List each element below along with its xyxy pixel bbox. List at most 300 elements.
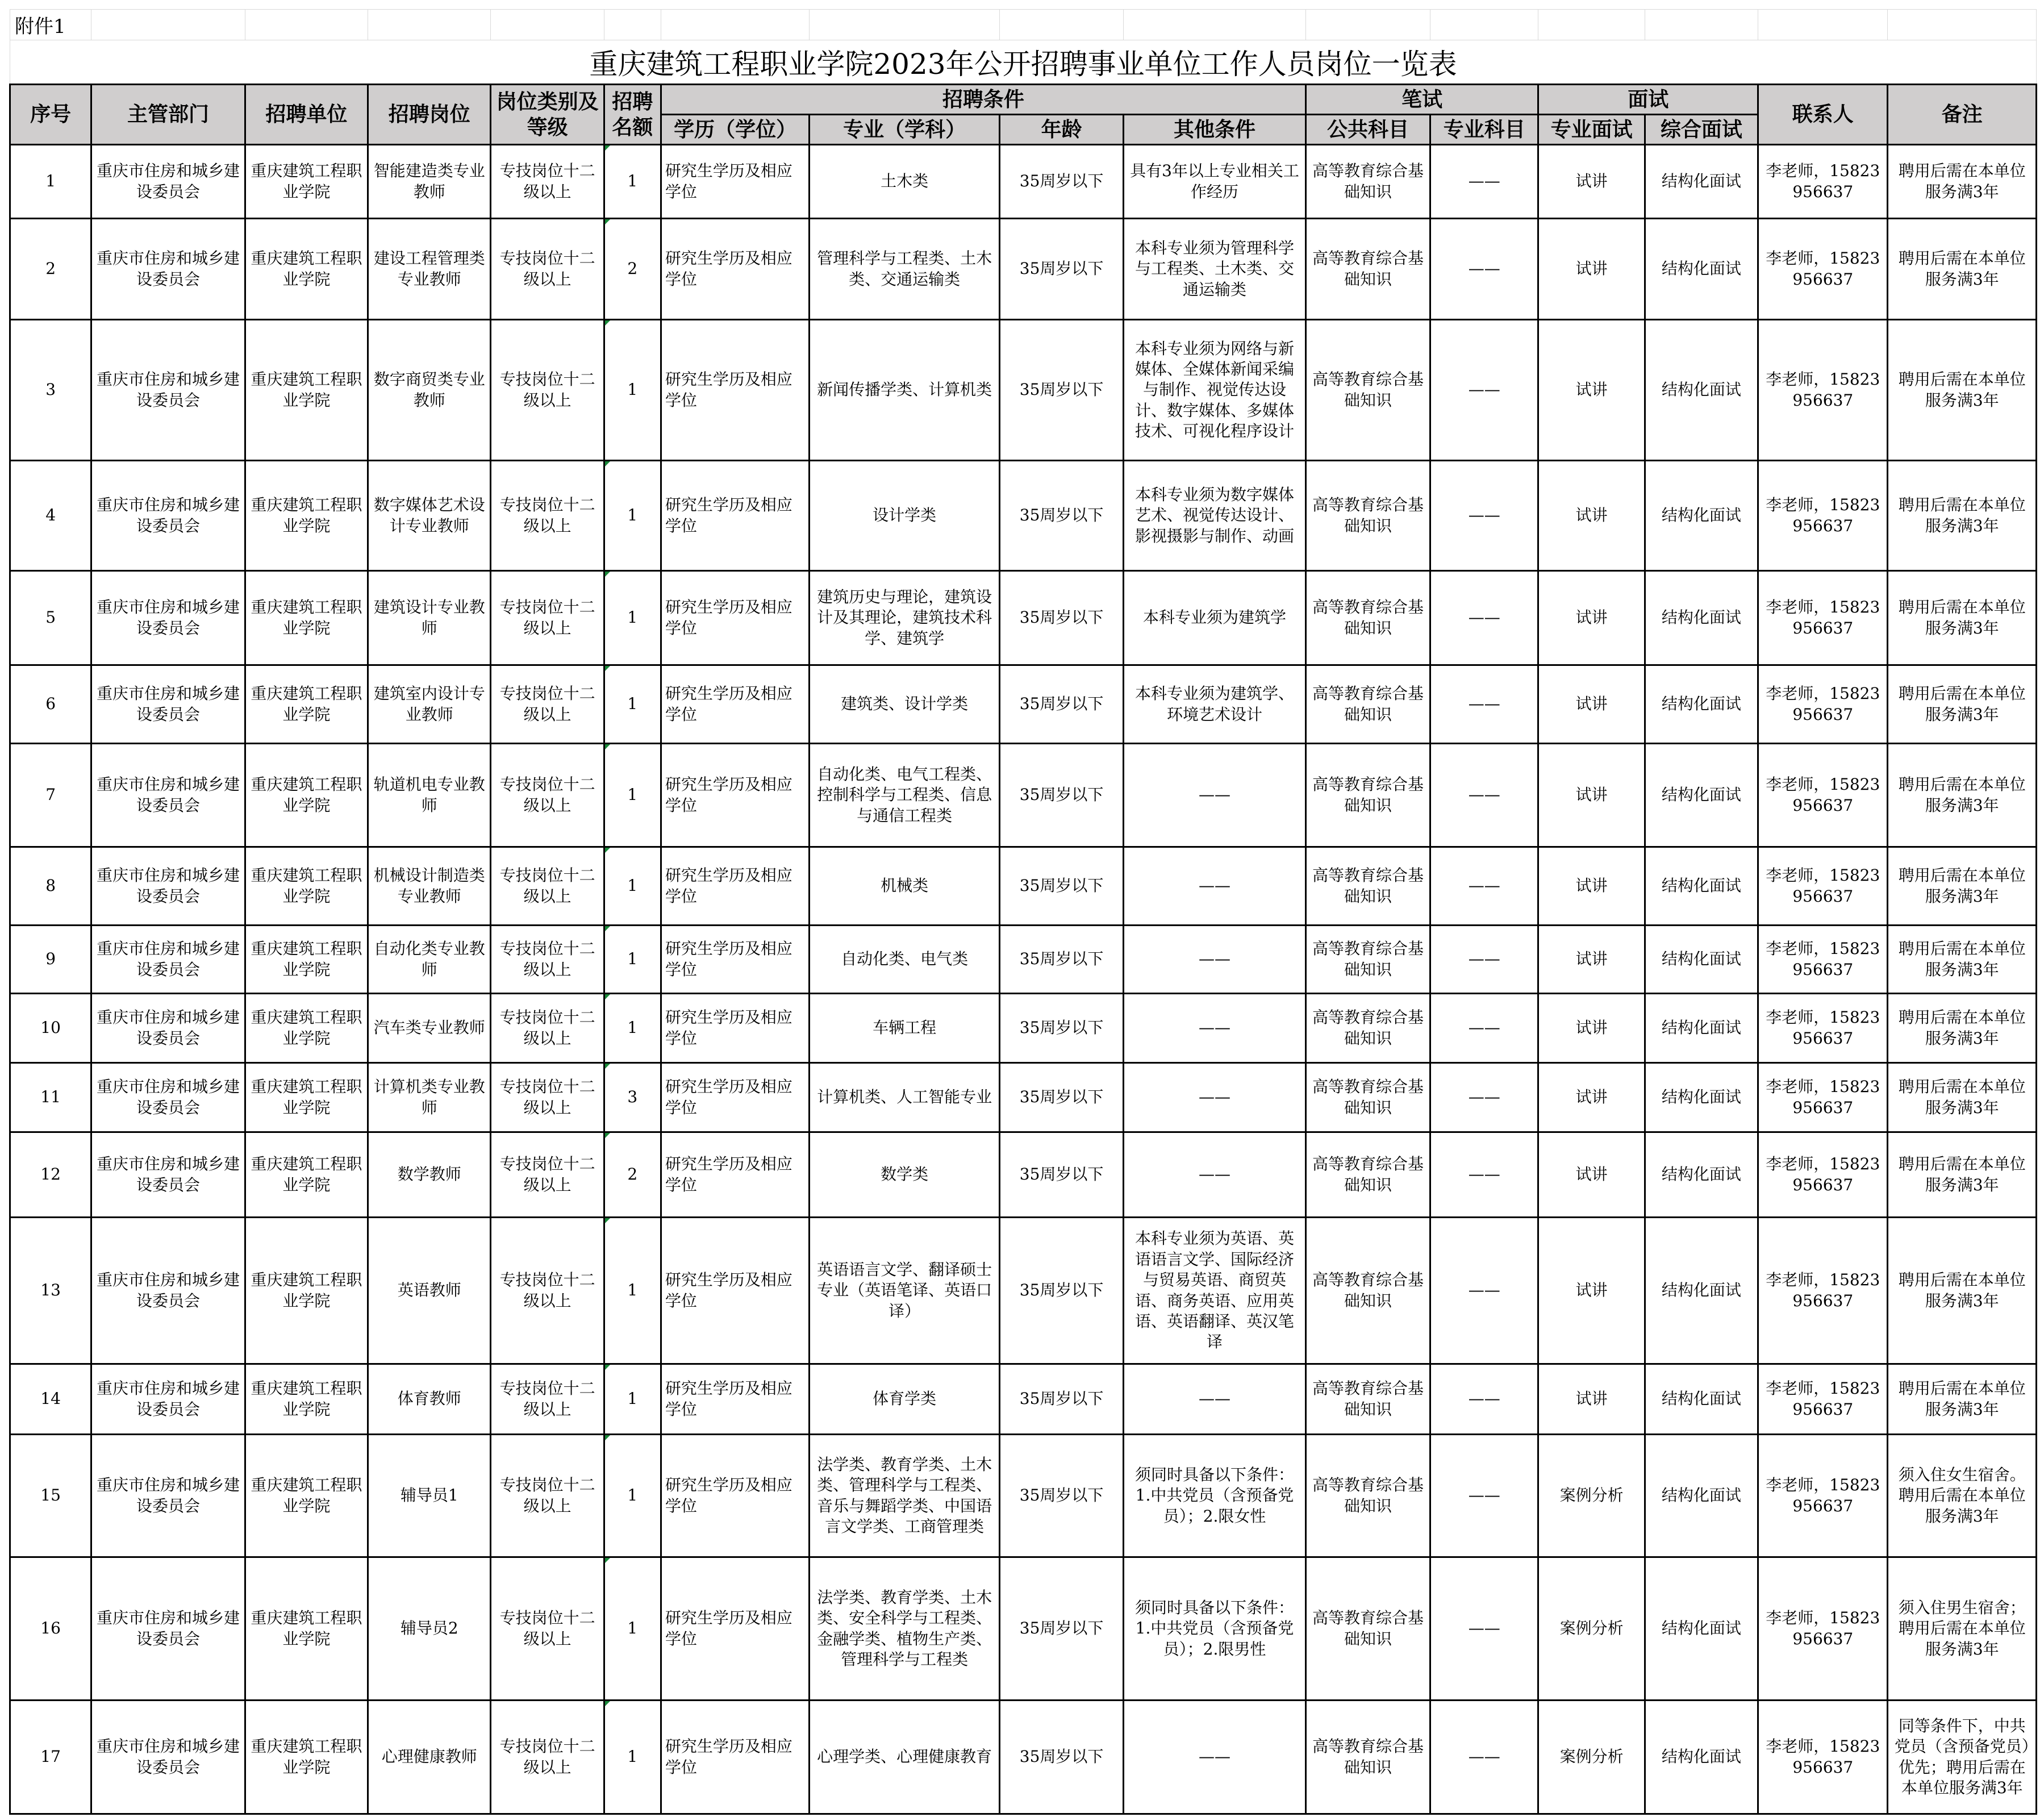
cell-other[interactable]: —— (1124, 1063, 1306, 1132)
cell-contact[interactable]: 李老师，15823956637 (1758, 461, 1888, 571)
cell-major-interview[interactable]: 试讲 (1538, 219, 1645, 320)
cell-department[interactable]: 重庆市住房和城乡建设委员会 (91, 1063, 245, 1132)
table-row (10, 1218, 2037, 1364)
cell-position[interactable]: 辅导员1 (368, 1435, 491, 1557)
cell-other[interactable]: —— (1124, 1364, 1306, 1435)
cell-category[interactable]: 专技岗位十二级以上 (491, 1364, 604, 1435)
cell-remarks[interactable]: 聘用后需在本单位服务满3年 (1888, 847, 2037, 926)
cell-contact[interactable]: 李老师，15823956637 (1758, 994, 1888, 1063)
cell-category[interactable]: 专技岗位十二级以上 (491, 847, 604, 926)
cell-education[interactable]: 研究生学历及相应学位 (661, 665, 809, 744)
cell-category[interactable]: 专技岗位十二级以上 (491, 461, 604, 571)
cell-other[interactable]: 本科专业须为英语、英语语言文学、国际经济与贸易英语、商贸英语、商务英语、应用英语、英语翻译、英汉笔译 (1124, 1218, 1306, 1364)
cell-public-subject[interactable]: 高等教育综合基础知识 (1305, 320, 1430, 461)
header-written[interactable]: 笔试 (1305, 85, 1538, 115)
cell-age[interactable]: 35周岁以下 (999, 1701, 1123, 1814)
cell-position[interactable]: 体育教师 (368, 1364, 491, 1435)
cell-public-subject[interactable]: 高等教育综合基础知识 (1305, 994, 1430, 1063)
cell-contact[interactable]: 李老师，15823956637 (1758, 1557, 1888, 1701)
cell-major-interview[interactable]: 试讲 (1538, 571, 1645, 665)
cell-quota[interactable]: 1 (604, 1364, 661, 1435)
cell-remarks[interactable]: 须入住女生宿舍。聘用后需在本单位服务满3年 (1888, 1435, 2037, 1557)
cell-unit[interactable]: 重庆建筑工程职业学院 (245, 1218, 368, 1364)
cell-major-subject[interactable]: —— (1430, 1557, 1538, 1701)
cell-major[interactable]: 心理学类、心理健康教育 (810, 1701, 1000, 1814)
header-unit[interactable]: 招聘单位 (245, 85, 368, 145)
cell-major-interview[interactable]: 试讲 (1538, 847, 1645, 926)
header-major-subject[interactable]: 专业科目 (1430, 115, 1538, 145)
cell-age[interactable]: 35周岁以下 (999, 1557, 1123, 1701)
cell-category[interactable]: 专技岗位十二级以上 (491, 145, 604, 219)
cell-other[interactable]: 本科专业须为建筑学 (1124, 571, 1306, 665)
cell-position[interactable]: 机械设计制造类专业教师 (368, 847, 491, 926)
cell-quota[interactable]: 1 (604, 744, 661, 847)
cell-age[interactable]: 35周岁以下 (999, 1063, 1123, 1132)
cell-seq[interactable]: 4 (10, 461, 91, 571)
cell-public-subject[interactable]: 高等教育综合基础知识 (1305, 1435, 1430, 1557)
cell-seq[interactable]: 3 (10, 320, 91, 461)
cell-education[interactable]: 研究生学历及相应学位 (661, 1132, 809, 1218)
cell-other[interactable]: —— (1124, 926, 1306, 994)
cell-major[interactable]: 车辆工程 (810, 994, 1000, 1063)
cell-major-interview[interactable]: 案例分析 (1538, 1557, 1645, 1701)
cell-quota[interactable]: 1 (604, 1557, 661, 1701)
cell-category[interactable]: 专技岗位十二级以上 (491, 994, 604, 1063)
cell-public-subject[interactable]: 高等教育综合基础知识 (1305, 1364, 1430, 1435)
cell-public-subject[interactable]: 高等教育综合基础知识 (1305, 1218, 1430, 1364)
cell-education[interactable]: 研究生学历及相应学位 (661, 1218, 809, 1364)
cell-general-interview[interactable]: 结构化面试 (1645, 665, 1758, 744)
cell-department[interactable]: 重庆市住房和城乡建设委员会 (91, 665, 245, 744)
cell-public-subject[interactable]: 高等教育综合基础知识 (1305, 1557, 1430, 1701)
cell-major-subject[interactable]: —— (1430, 1364, 1538, 1435)
cell-general-interview[interactable]: 结构化面试 (1645, 571, 1758, 665)
spreadsheet (9, 9, 2037, 1810)
cell-position[interactable]: 建设工程管理类专业教师 (368, 219, 491, 320)
cell-unit[interactable]: 重庆建筑工程职业学院 (245, 994, 368, 1063)
cell-major[interactable]: 自动化类、电气工程类、控制科学与工程类、信息与通信工程类 (810, 744, 1000, 847)
cell-unit[interactable]: 重庆建筑工程职业学院 (245, 1435, 368, 1557)
cell-other[interactable]: 本科专业须为建筑学、环境艺术设计 (1124, 665, 1306, 744)
cell-age[interactable]: 35周岁以下 (999, 847, 1123, 926)
cell-major-interview[interactable]: 试讲 (1538, 744, 1645, 847)
cell-unit[interactable]: 重庆建筑工程职业学院 (245, 461, 368, 571)
cell-remarks[interactable]: 聘用后需在本单位服务满3年 (1888, 320, 2037, 461)
cell-remarks[interactable]: 聘用后需在本单位服务满3年 (1888, 1063, 2037, 1132)
header-seq[interactable]: 序号 (10, 85, 91, 145)
cell-age[interactable]: 35周岁以下 (999, 1364, 1123, 1435)
cell-seq[interactable]: 12 (10, 1132, 91, 1218)
cell-quota[interactable]: 2 (604, 1132, 661, 1218)
cell-category[interactable]: 专技岗位十二级以上 (491, 219, 604, 320)
cell-public-subject[interactable]: 高等教育综合基础知识 (1305, 926, 1430, 994)
cell-quota[interactable]: 1 (604, 145, 661, 219)
cell-contact[interactable]: 李老师，15823956637 (1758, 847, 1888, 926)
cell-major-interview[interactable]: 案例分析 (1538, 1435, 1645, 1557)
cell-department[interactable]: 重庆市住房和城乡建设委员会 (91, 461, 245, 571)
table-row (10, 219, 2037, 320)
cell-quota[interactable]: 3 (604, 1063, 661, 1132)
cell-major[interactable]: 机械类 (810, 847, 1000, 926)
cell-other[interactable]: —— (1124, 1132, 1306, 1218)
table-row (10, 1701, 2037, 1814)
header-position[interactable]: 招聘岗位 (368, 85, 491, 145)
cell-general-interview[interactable]: 结构化面试 (1645, 320, 1758, 461)
cell-public-subject[interactable]: 高等教育综合基础知识 (1305, 461, 1430, 571)
header-conditions[interactable]: 招聘条件 (661, 85, 1305, 115)
table-row (10, 994, 2037, 1063)
cell-general-interview[interactable]: 结构化面试 (1645, 994, 1758, 1063)
cell-other[interactable]: 具有3年以上专业相关工作经历 (1124, 145, 1306, 219)
cell-category[interactable]: 专技岗位十二级以上 (491, 665, 604, 744)
cell-remarks[interactable]: 聘用后需在本单位服务满3年 (1888, 571, 2037, 665)
cell-department[interactable]: 重庆市住房和城乡建设委员会 (91, 1218, 245, 1364)
cell-department[interactable]: 重庆市住房和城乡建设委员会 (91, 994, 245, 1063)
cell-other[interactable]: —— (1124, 1701, 1306, 1814)
cell-category[interactable]: 专技岗位十二级以上 (491, 926, 604, 994)
cell-position[interactable]: 数字商贸类专业教师 (368, 320, 491, 461)
cell-age[interactable]: 35周岁以下 (999, 994, 1123, 1063)
cell-seq[interactable]: 7 (10, 744, 91, 847)
cell-other[interactable]: 本科专业须为网络与新媒体、全媒体新闻采编与制作、视觉传达设计、数字媒体、多媒体技术、可视化程序设计 (1124, 320, 1306, 461)
header-general-interview[interactable]: 综合面试 (1645, 115, 1758, 145)
cell-position[interactable]: 汽车类专业教师 (368, 994, 491, 1063)
cell-major-interview[interactable]: 试讲 (1538, 1063, 1645, 1132)
cell-age[interactable]: 35周岁以下 (999, 665, 1123, 744)
page-title[interactable]: 重庆建筑工程职业学院2023年公开招聘事业单位工作人员岗位一览表 (10, 40, 2037, 85)
cell-major-subject[interactable]: —— (1430, 1063, 1538, 1132)
cell-age[interactable]: 35周岁以下 (999, 571, 1123, 665)
cell-unit[interactable]: 重庆建筑工程职业学院 (245, 665, 368, 744)
cell-remarks[interactable]: 聘用后需在本单位服务满3年 (1888, 1218, 2037, 1364)
cell-quota[interactable]: 1 (604, 571, 661, 665)
header-other[interactable]: 其他条件 (1124, 115, 1306, 145)
cell-age[interactable]: 35周岁以下 (999, 744, 1123, 847)
cell-department[interactable]: 重庆市住房和城乡建设委员会 (91, 744, 245, 847)
cell-quota[interactable]: 1 (604, 1701, 661, 1814)
cell-contact[interactable]: 李老师，15823956637 (1758, 1063, 1888, 1132)
cell-quota[interactable]: 1 (604, 926, 661, 994)
cell-general-interview[interactable]: 结构化面试 (1645, 1063, 1758, 1132)
cell-position[interactable]: 智能建造类专业教师 (368, 145, 491, 219)
cell-position[interactable]: 建筑室内设计专业教师 (368, 665, 491, 744)
cell-department[interactable]: 重庆市住房和城乡建设委员会 (91, 571, 245, 665)
cell-major[interactable]: 设计学类 (810, 461, 1000, 571)
cell-major-subject[interactable]: —— (1430, 320, 1538, 461)
cell-other[interactable]: —— (1124, 744, 1306, 847)
header-public-subject[interactable]: 公共科目 (1305, 115, 1430, 145)
cell-department[interactable]: 重庆市住房和城乡建设委员会 (91, 847, 245, 926)
cell-major[interactable]: 体育学类 (810, 1364, 1000, 1435)
cell-unit[interactable]: 重庆建筑工程职业学院 (245, 145, 368, 219)
cell-major-subject[interactable]: —— (1430, 1435, 1538, 1557)
cell-position[interactable]: 轨道机电专业教师 (368, 744, 491, 847)
cell-seq[interactable]: 16 (10, 1557, 91, 1701)
header-quota[interactable]: 招聘名额 (604, 85, 661, 145)
cell-contact[interactable]: 李老师，15823956637 (1758, 320, 1888, 461)
cell-major[interactable]: 管理科学与工程类、土木类、交通运输类 (810, 219, 1000, 320)
cell-quota[interactable]: 1 (604, 665, 661, 744)
cell-contact[interactable]: 李老师，15823956637 (1758, 145, 1888, 219)
cell-department[interactable]: 重庆市住房和城乡建设委员会 (91, 320, 245, 461)
cell-education[interactable]: 研究生学历及相应学位 (661, 145, 809, 219)
cell-education[interactable]: 研究生学历及相应学位 (661, 219, 809, 320)
cell-quota[interactable]: 1 (604, 847, 661, 926)
cell-department[interactable]: 重庆市住房和城乡建设委员会 (91, 926, 245, 994)
cell-remarks[interactable]: 聘用后需在本单位服务满3年 (1888, 1364, 2037, 1435)
cell-remarks[interactable]: 同等条件下，中共党员（含预备党员）优先；聘用后需在本单位服务满3年 (1888, 1701, 2037, 1814)
cell-education[interactable]: 研究生学历及相应学位 (661, 1364, 809, 1435)
cell-category[interactable]: 专技岗位十二级以上 (491, 571, 604, 665)
cell-major[interactable]: 法学类、教育学类、土木类、安全科学与工程类、金融学类、植物生产类、管理科学与工程类 (810, 1557, 1000, 1701)
cell-department[interactable]: 重庆市住房和城乡建设委员会 (91, 1701, 245, 1814)
cell-seq[interactable]: 15 (10, 1435, 91, 1557)
cell-major-subject[interactable]: —— (1430, 1701, 1538, 1814)
cell-education[interactable]: 研究生学历及相应学位 (661, 1701, 809, 1814)
cell-remarks[interactable]: 聘用后需在本单位服务满3年 (1888, 665, 2037, 744)
cell-education[interactable]: 研究生学历及相应学位 (661, 1435, 809, 1557)
cell-remarks[interactable]: 聘用后需在本单位服务满3年 (1888, 219, 2037, 320)
cell-department[interactable]: 重庆市住房和城乡建设委员会 (91, 1132, 245, 1218)
cell-major-subject[interactable]: —— (1430, 571, 1538, 665)
header-contact[interactable]: 联系人 (1758, 85, 1888, 145)
cell-quota[interactable]: 1 (604, 320, 661, 461)
header-major-interview[interactable]: 专业面试 (1538, 115, 1645, 145)
cell-contact[interactable]: 李老师，15823956637 (1758, 1132, 1888, 1218)
cell-contact[interactable]: 李老师，15823956637 (1758, 665, 1888, 744)
header-education[interactable]: 学历（学位） (661, 115, 809, 145)
cell-major-subject[interactable]: —— (1430, 219, 1538, 320)
cell-education[interactable]: 研究生学历及相应学位 (661, 571, 809, 665)
cell-category[interactable]: 专技岗位十二级以上 (491, 1132, 604, 1218)
annex-label[interactable]: 附件1 (10, 10, 91, 40)
cell-general-interview[interactable]: 结构化面试 (1645, 847, 1758, 926)
cell-general-interview[interactable]: 结构化面试 (1645, 1701, 1758, 1814)
cell-major-subject[interactable]: —— (1430, 847, 1538, 926)
cell-general-interview[interactable]: 结构化面试 (1645, 1557, 1758, 1701)
cell-education[interactable]: 研究生学历及相应学位 (661, 320, 809, 461)
header-age[interactable]: 年龄 (999, 115, 1123, 145)
table-row (10, 1063, 2037, 1132)
header-remarks[interactable]: 备注 (1888, 85, 2037, 145)
cell-general-interview[interactable]: 结构化面试 (1645, 1435, 1758, 1557)
cell-unit[interactable]: 重庆建筑工程职业学院 (245, 1364, 368, 1435)
cell-contact[interactable]: 李老师，15823956637 (1758, 1435, 1888, 1557)
cell-age[interactable]: 35周岁以下 (999, 1132, 1123, 1218)
cell-public-subject[interactable]: 高等教育综合基础知识 (1305, 145, 1430, 219)
cell-contact[interactable]: 李老师，15823956637 (1758, 1364, 1888, 1435)
cell-department[interactable]: 重庆市住房和城乡建设委员会 (91, 1557, 245, 1701)
header-major[interactable]: 专业（学科） (810, 115, 1000, 145)
cell-other[interactable]: 本科专业须为数字媒体艺术、视觉传达设计、影视摄影与制作、动画 (1124, 461, 1306, 571)
cell-position[interactable]: 计算机类专业教师 (368, 1063, 491, 1132)
cell-education[interactable]: 研究生学历及相应学位 (661, 1063, 809, 1132)
cell-seq[interactable]: 6 (10, 665, 91, 744)
cell-public-subject[interactable]: 高等教育综合基础知识 (1305, 847, 1430, 926)
cell-education[interactable]: 研究生学历及相应学位 (661, 461, 809, 571)
cell-major-interview[interactable]: 试讲 (1538, 1218, 1645, 1364)
cell-unit[interactable]: 重庆建筑工程职业学院 (245, 744, 368, 847)
cell-other[interactable]: 本科专业须为管理科学与工程类、土木类、交通运输类 (1124, 219, 1306, 320)
cell-age[interactable]: 35周岁以下 (999, 926, 1123, 994)
cell-remarks[interactable]: 聘用后需在本单位服务满3年 (1888, 145, 2037, 219)
cell-seq[interactable]: 8 (10, 847, 91, 926)
cell-public-subject[interactable]: 高等教育综合基础知识 (1305, 665, 1430, 744)
cell-general-interview[interactable]: 结构化面试 (1645, 926, 1758, 994)
cell-public-subject[interactable]: 高等教育综合基础知识 (1305, 571, 1430, 665)
cell-seq[interactable]: 10 (10, 994, 91, 1063)
cell-category[interactable]: 专技岗位十二级以上 (491, 1435, 604, 1557)
cell-position[interactable]: 数字媒体艺术设计专业教师 (368, 461, 491, 571)
cell-contact[interactable]: 李老师，15823956637 (1758, 1701, 1888, 1814)
cell-major[interactable]: 土木类 (810, 145, 1000, 219)
cell-seq[interactable]: 14 (10, 1364, 91, 1435)
cell-category[interactable]: 专技岗位十二级以上 (491, 744, 604, 847)
cell-remarks[interactable]: 聘用后需在本单位服务满3年 (1888, 1132, 2037, 1218)
cell-department[interactable]: 重庆市住房和城乡建设委员会 (91, 1364, 245, 1435)
cell-major-subject[interactable]: —— (1430, 744, 1538, 847)
cell-general-interview[interactable]: 结构化面试 (1645, 1132, 1758, 1218)
cell-education[interactable]: 研究生学历及相应学位 (661, 926, 809, 994)
cell-major[interactable]: 计算机类、人工智能专业 (810, 1063, 1000, 1132)
cell-remarks[interactable]: 聘用后需在本单位服务满3年 (1888, 461, 2037, 571)
cell-age[interactable]: 35周岁以下 (999, 145, 1123, 219)
cell-age[interactable]: 35周岁以下 (999, 1218, 1123, 1364)
cell-remarks[interactable]: 聘用后需在本单位服务满3年 (1888, 926, 2037, 994)
cell-contact[interactable]: 李老师，15823956637 (1758, 926, 1888, 994)
cell-major-subject[interactable]: —— (1430, 1132, 1538, 1218)
cell-public-subject[interactable]: 高等教育综合基础知识 (1305, 219, 1430, 320)
cell-department[interactable]: 重庆市住房和城乡建设委员会 (91, 1435, 245, 1557)
cell-unit[interactable]: 重庆建筑工程职业学院 (245, 571, 368, 665)
cell-major-interview[interactable]: 试讲 (1538, 665, 1645, 744)
cell-major[interactable]: 数学类 (810, 1132, 1000, 1218)
cell-general-interview[interactable]: 结构化面试 (1645, 744, 1758, 847)
cell-major-interview[interactable]: 试讲 (1538, 994, 1645, 1063)
cell-general-interview[interactable]: 结构化面试 (1645, 145, 1758, 219)
cell-general-interview[interactable]: 结构化面试 (1645, 219, 1758, 320)
cell-age[interactable]: 35周岁以下 (999, 219, 1123, 320)
cell-category[interactable]: 专技岗位十二级以上 (491, 320, 604, 461)
cell-other[interactable]: 须同时具备以下条件：1.中共党员（含预备党员）；2.限男性 (1124, 1557, 1306, 1701)
cell-public-subject[interactable]: 高等教育综合基础知识 (1305, 1132, 1430, 1218)
cell-major[interactable]: 建筑历史与理论，建筑设计及其理论，建筑技术科学、建筑学 (810, 571, 1000, 665)
cell-seq[interactable]: 5 (10, 571, 91, 665)
cell-public-subject[interactable]: 高等教育综合基础知识 (1305, 744, 1430, 847)
cell-general-interview[interactable]: 结构化面试 (1645, 1364, 1758, 1435)
cell-major-interview[interactable]: 试讲 (1538, 461, 1645, 571)
cell-major[interactable]: 英语语言文学、翻译硕士专业（英语笔译、英语口译） (810, 1218, 1000, 1364)
cell-major-subject[interactable]: —— (1430, 145, 1538, 219)
cell-category[interactable]: 专技岗位十二级以上 (491, 1701, 604, 1814)
cell-major[interactable]: 法学类、教育学类、土木类、管理科学与工程类、音乐与舞蹈学类、中国语言文学类、工商管理类 (810, 1435, 1000, 1557)
cell-seq[interactable]: 13 (10, 1218, 91, 1364)
header-interview[interactable]: 面试 (1538, 85, 1758, 115)
cell-major-interview[interactable]: 试讲 (1538, 926, 1645, 994)
cell-major-subject[interactable]: —— (1430, 665, 1538, 744)
cell-major-subject[interactable]: —— (1430, 461, 1538, 571)
cell-quota[interactable]: 1 (604, 1218, 661, 1364)
cell-remarks[interactable]: 须入住男生宿舍；聘用后需在本单位服务满3年 (1888, 1557, 2037, 1701)
cell-major[interactable]: 建筑类、设计学类 (810, 665, 1000, 744)
cell-remarks[interactable]: 聘用后需在本单位服务满3年 (1888, 744, 2037, 847)
cell-major-subject[interactable]: —— (1430, 926, 1538, 994)
cell-education[interactable]: 研究生学历及相应学位 (661, 1557, 809, 1701)
cell-seq[interactable]: 1 (10, 145, 91, 219)
cell-contact[interactable]: 李老师，15823956637 (1758, 219, 1888, 320)
cell-unit[interactable]: 重庆建筑工程职业学院 (245, 320, 368, 461)
cell-position[interactable]: 自动化类专业教师 (368, 926, 491, 994)
cell-seq[interactable]: 2 (10, 219, 91, 320)
cell-unit[interactable]: 重庆建筑工程职业学院 (245, 847, 368, 926)
cell-age[interactable]: 35周岁以下 (999, 320, 1123, 461)
cell-education[interactable]: 研究生学历及相应学位 (661, 847, 809, 926)
cell-major-interview[interactable]: 试讲 (1538, 1364, 1645, 1435)
table-row (10, 571, 2037, 665)
cell-quota[interactable]: 1 (604, 461, 661, 571)
cell-quota[interactable]: 1 (604, 1435, 661, 1557)
cell-category[interactable]: 专技岗位十二级以上 (491, 1218, 604, 1364)
cell-other[interactable]: 须同时具备以下条件：1.中共党员（含预备党员）；2.限女性 (1124, 1435, 1306, 1557)
cell-public-subject[interactable]: 高等教育综合基础知识 (1305, 1063, 1430, 1132)
cell-other[interactable]: —— (1124, 994, 1306, 1063)
cell-quota[interactable]: 2 (604, 219, 661, 320)
cell-category[interactable]: 专技岗位十二级以上 (491, 1063, 604, 1132)
cell-unit[interactable]: 重庆建筑工程职业学院 (245, 1557, 368, 1701)
cell-contact[interactable]: 李老师，15823956637 (1758, 571, 1888, 665)
cell-other[interactable]: —— (1124, 847, 1306, 926)
cell-position[interactable]: 建筑设计专业教师 (368, 571, 491, 665)
cell-seq[interactable]: 9 (10, 926, 91, 994)
cell-major[interactable]: 新闻传播学类、计算机类 (810, 320, 1000, 461)
cell-category[interactable]: 专技岗位十二级以上 (491, 1557, 604, 1701)
cell-age[interactable]: 35周岁以下 (999, 461, 1123, 571)
cell-quota[interactable]: 1 (604, 994, 661, 1063)
cell-position[interactable]: 心理健康教师 (368, 1701, 491, 1814)
cell-department[interactable]: 重庆市住房和城乡建设委员会 (91, 219, 245, 320)
cell-seq[interactable]: 11 (10, 1063, 91, 1132)
cell-major-interview[interactable]: 案例分析 (1538, 1701, 1645, 1814)
cell-contact[interactable]: 李老师，15823956637 (1758, 744, 1888, 847)
cell-education[interactable]: 研究生学历及相应学位 (661, 994, 809, 1063)
header-department[interactable]: 主管部门 (91, 85, 245, 145)
cell-major-subject[interactable]: —— (1430, 1218, 1538, 1364)
cell-position[interactable]: 数学教师 (368, 1132, 491, 1218)
cell-unit[interactable]: 重庆建筑工程职业学院 (245, 1701, 368, 1814)
cell-age[interactable]: 35周岁以下 (999, 1435, 1123, 1557)
cell-major[interactable]: 自动化类、电气类 (810, 926, 1000, 994)
cell-public-subject[interactable]: 高等教育综合基础知识 (1305, 1701, 1430, 1814)
cell-position[interactable]: 英语教师 (368, 1218, 491, 1364)
cell-major-subject[interactable]: —— (1430, 994, 1538, 1063)
cell-unit[interactable]: 重庆建筑工程职业学院 (245, 1063, 368, 1132)
cell-seq[interactable]: 17 (10, 1701, 91, 1814)
cell-contact[interactable]: 李老师，15823956637 (1758, 1218, 1888, 1364)
cell-general-interview[interactable]: 结构化面试 (1645, 1218, 1758, 1364)
cell-education[interactable]: 研究生学历及相应学位 (661, 744, 809, 847)
cell-position[interactable]: 辅导员2 (368, 1557, 491, 1701)
cell-major-interview[interactable]: 试讲 (1538, 1132, 1645, 1218)
cell-unit[interactable]: 重庆建筑工程职业学院 (245, 1132, 368, 1218)
header-category[interactable]: 岗位类别及等级 (491, 85, 604, 145)
cell-unit[interactable]: 重庆建筑工程职业学院 (245, 219, 368, 320)
cell-major-interview[interactable]: 试讲 (1538, 145, 1645, 219)
cell-remarks[interactable]: 聘用后需在本单位服务满3年 (1888, 994, 2037, 1063)
cell-general-interview[interactable]: 结构化面试 (1645, 461, 1758, 571)
cell-unit[interactable]: 重庆建筑工程职业学院 (245, 926, 368, 994)
cell-department[interactable]: 重庆市住房和城乡建设委员会 (91, 145, 245, 219)
cell-major-interview[interactable]: 试讲 (1538, 320, 1645, 461)
